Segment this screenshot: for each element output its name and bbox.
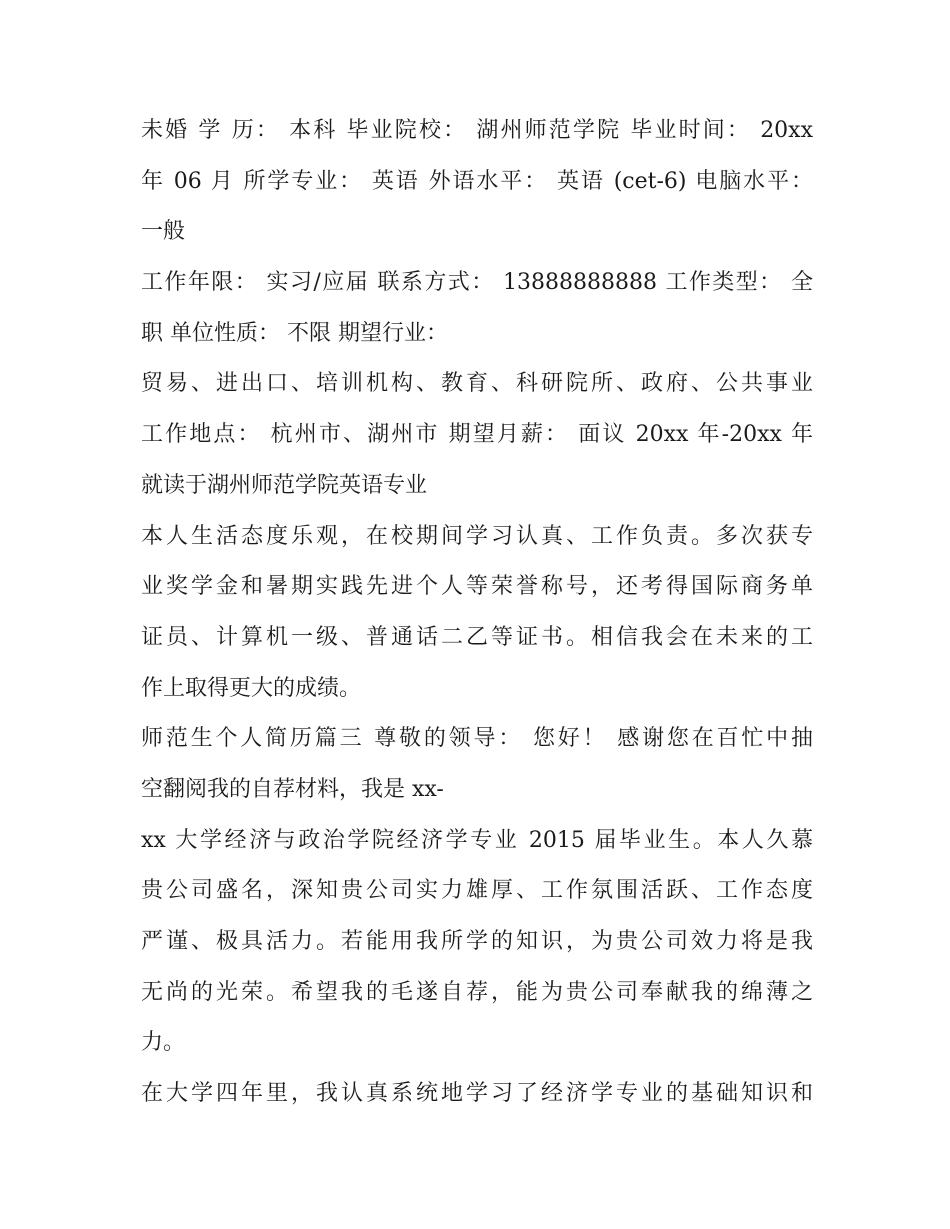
text-line: 空翻阅我的自荐材料，我是 xx-	[141, 776, 444, 802]
text-line: 未婚 学 历： 本科 毕业院校： 湖州师范学院 毕业时间： 20xx	[141, 118, 813, 143]
text-line: 业奖学金和暑期实践先进个人等荣誉称号，还考得国际商务单	[141, 574, 813, 600]
text-line: 无尚的光荣。希望我的毛遂自荐，能为贵公司奉献我的绵薄之	[141, 979, 813, 1005]
text-line: 年 06 月 所学专业： 英语 外语水平： 英语 (cet-6) 电脑水平：	[141, 168, 813, 194]
text-line: 作上取得更大的成绩。	[141, 675, 362, 701]
text-line: 就读于湖州师范学院英语专业	[141, 472, 428, 498]
text-line: 职 单位性质： 不限 期望行业：	[141, 320, 448, 346]
text-line: 在大学四年里，我认真系统地学习了经济学专业的基础知识和	[141, 1081, 813, 1107]
text-line: 工作地点： 杭州市、湖州市 期望月薪： 面议 20xx 年-20xx 年	[141, 422, 813, 448]
text-line: 贸易、进出口、培训机构、教育、科研院所、政府、公共事业	[141, 371, 813, 397]
text-line: 力。	[141, 1030, 186, 1056]
text-line: 证员、计算机一级、普通话二乙等证书。相信我会在未来的工	[141, 624, 813, 650]
text-line: 工作年限： 实习/应届 联系方式： 13888888888 工作类型： 全	[141, 270, 813, 296]
text-line: 贵公司盛名，深知贵公司实力雄厚、工作氛围活跃、工作态度	[141, 878, 813, 904]
text-line: 本人生活态度乐观，在校期间学习认真、工作负责。多次获专	[141, 523, 813, 549]
text-line: 一般	[141, 219, 186, 245]
text-line: 师范生个人简历篇三 尊敬的领导： 您好！ 感谢您在百忙中抽	[141, 726, 813, 752]
document-body	[141, 106, 813, 1120]
text-line: xx 大学经济与政治学院经济学专业 2015 届毕业生。本人久慕	[141, 827, 813, 853]
text-line: 严谨、极具活力。若能用我所学的知识，为贵公司效力将是我	[141, 929, 813, 954]
